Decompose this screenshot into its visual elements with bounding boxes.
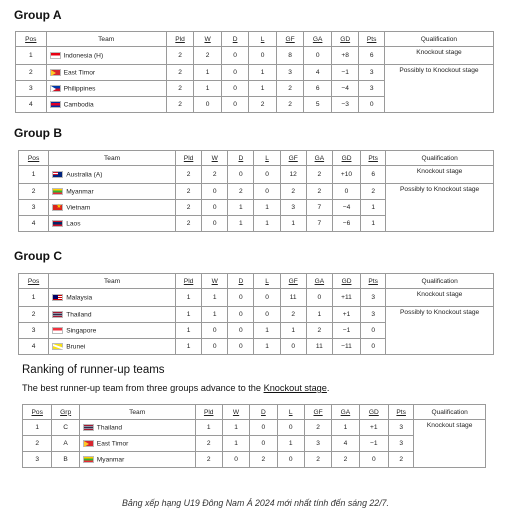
- pld-cell: 2: [175, 216, 201, 232]
- pld-cell: 2: [166, 65, 194, 81]
- pts-cell: 0: [361, 323, 386, 339]
- d-cell: 0: [221, 81, 249, 97]
- group-b-table: [18, 150, 494, 232]
- d-cell: 0: [228, 323, 254, 339]
- col-qualification: Qualification: [386, 274, 494, 289]
- flag-sg-icon: [52, 327, 63, 334]
- l-cell: 0: [254, 184, 280, 200]
- group-cell[interactable]: A: [52, 436, 79, 452]
- pld-cell: 1: [175, 339, 201, 355]
- col-team: Team: [46, 32, 166, 47]
- col-gd[interactable]: GD: [359, 405, 388, 420]
- col-l[interactable]: L: [277, 405, 304, 420]
- l-cell: 1: [249, 81, 277, 97]
- team-name-link[interactable]: Philippines: [63, 85, 96, 93]
- team-name-link[interactable]: Thailand: [66, 311, 92, 319]
- col-pld[interactable]: Pld: [175, 151, 201, 166]
- gf-cell: 2: [276, 81, 304, 97]
- team-cell: [79, 420, 195, 436]
- pts-cell: 6: [361, 166, 386, 184]
- gf-cell: 8: [276, 47, 304, 65]
- gd-cell: −4: [332, 200, 360, 216]
- group-c-title: Group C: [14, 249, 62, 263]
- team-cell: [46, 65, 166, 81]
- w-cell: 1: [202, 289, 228, 307]
- team-cell: [46, 81, 166, 97]
- col-gd[interactable]: GD: [332, 274, 360, 289]
- d-cell: 0: [228, 307, 254, 323]
- col-grp[interactable]: Grp: [52, 405, 79, 420]
- l-cell: 1: [249, 65, 277, 81]
- flag-th-icon: [52, 311, 63, 318]
- pld-cell: 2: [175, 200, 201, 216]
- gd-cell: 0: [359, 452, 388, 468]
- d-cell: 1: [228, 200, 254, 216]
- d-cell: 0: [221, 97, 249, 113]
- qualification-cell: Knockout stage: [386, 289, 494, 307]
- col-ga[interactable]: GA: [304, 32, 332, 47]
- col-ga[interactable]: GA: [306, 274, 332, 289]
- gd-cell: −1: [332, 323, 360, 339]
- l-cell: 0: [249, 47, 277, 65]
- team-cell: [49, 184, 176, 200]
- gf-cell: 11: [280, 289, 306, 307]
- d-cell: 0: [250, 420, 277, 436]
- qualification-cell: Knockout stage: [386, 166, 494, 184]
- qualification-cell: Possibly to Knockout stage: [384, 65, 493, 113]
- pld-cell: 1: [175, 307, 201, 323]
- ga-cell: 2: [332, 452, 359, 468]
- gf-cell: 2: [280, 307, 306, 323]
- col-team: Team: [49, 274, 176, 289]
- ga-cell: 5: [304, 97, 332, 113]
- col-gf[interactable]: GF: [276, 32, 304, 47]
- pts-cell: 0: [359, 97, 384, 113]
- team-name-link[interactable]: Indonesia (H): [63, 52, 104, 60]
- pld-cell: 2: [195, 436, 222, 452]
- flag-tl-icon: [83, 440, 94, 447]
- flag-ph-icon: [50, 85, 61, 92]
- gf-cell: 3: [280, 200, 306, 216]
- w-cell: 2: [194, 47, 222, 65]
- col-l[interactable]: L: [249, 32, 277, 47]
- gd-cell: −6: [332, 216, 360, 232]
- pts-cell: 3: [389, 420, 414, 436]
- l-cell: 1: [254, 323, 280, 339]
- team-name-link[interactable]: Myanmar: [66, 188, 94, 196]
- d-cell: 0: [228, 339, 254, 355]
- flag-th-icon: [83, 424, 94, 431]
- ga-cell: 4: [332, 436, 359, 452]
- group-b-title: Group B: [14, 126, 62, 140]
- w-cell: 1: [202, 307, 228, 323]
- col-team: Team: [79, 405, 195, 420]
- l-cell: 1: [254, 200, 280, 216]
- l-cell: 0: [254, 166, 280, 184]
- pts-cell: 1: [361, 200, 386, 216]
- col-gd[interactable]: GD: [332, 151, 360, 166]
- w-cell: 0: [202, 323, 228, 339]
- d-cell: 2: [250, 452, 277, 468]
- gf-cell: 3: [304, 436, 331, 452]
- flag-bn-icon: [52, 343, 63, 350]
- team-cell: [79, 436, 195, 452]
- pos-cell: 1: [23, 420, 52, 436]
- team-name-link[interactable]: East Timor: [63, 69, 96, 77]
- table-row: [19, 184, 494, 200]
- w-cell: 0: [202, 216, 228, 232]
- runnerup-heading: Ranking of runner-up teams: [22, 364, 165, 376]
- table-row: [19, 307, 494, 323]
- team-name-link[interactable]: Vietnam: [66, 204, 91, 212]
- pld-cell: 2: [175, 184, 201, 200]
- pld-cell: 1: [175, 323, 201, 339]
- gf-cell: 12: [280, 166, 306, 184]
- w-cell: 0: [202, 200, 228, 216]
- team-name-link[interactable]: Singapore: [66, 327, 97, 335]
- col-pos[interactable]: Pos: [19, 151, 49, 166]
- team-cell: [49, 323, 176, 339]
- ga-cell: 0: [304, 47, 332, 65]
- table-header-row: [23, 405, 486, 420]
- col-ga[interactable]: GA: [306, 151, 332, 166]
- gd-cell: −1: [359, 436, 388, 452]
- w-cell: 1: [222, 420, 249, 436]
- ga-cell: 7: [306, 200, 332, 216]
- ga-cell: 6: [304, 81, 332, 97]
- pos-cell: 1: [19, 289, 49, 307]
- team-cell: [46, 47, 166, 65]
- col-pts[interactable]: Pts: [361, 151, 386, 166]
- gf-cell: 2: [276, 97, 304, 113]
- team-name-link[interactable]: Malaysia: [66, 294, 93, 302]
- gd-cell: +11: [332, 289, 360, 307]
- table-row: [16, 65, 494, 81]
- ga-cell: 2: [306, 184, 332, 200]
- col-pld[interactable]: Pld: [195, 405, 222, 420]
- ga-cell: 1: [332, 420, 359, 436]
- ga-cell: 2: [306, 323, 332, 339]
- gf-cell: 1: [280, 216, 306, 232]
- col-qualification: Qualification: [386, 151, 494, 166]
- col-qualification: Qualification: [384, 32, 493, 47]
- l-cell: 1: [254, 339, 280, 355]
- ga-cell: 0: [306, 289, 332, 307]
- col-d[interactable]: D: [221, 32, 249, 47]
- d-cell: 0: [228, 166, 254, 184]
- col-team: Team: [49, 151, 176, 166]
- pld-cell: 1: [195, 420, 222, 436]
- gd-cell: −11: [332, 339, 360, 355]
- team-name-link[interactable]: East Timor: [96, 440, 129, 448]
- gf-cell: 1: [280, 323, 306, 339]
- pld-cell: 2: [166, 81, 194, 97]
- table-header-row: [16, 32, 494, 47]
- col-ga[interactable]: GA: [332, 405, 359, 420]
- flag-vn-icon: [52, 204, 63, 211]
- l-cell: 2: [249, 97, 277, 113]
- pts-cell: 6: [359, 47, 384, 65]
- gd-cell: 0: [332, 184, 360, 200]
- flag-id-icon: [50, 52, 61, 59]
- group-c-table: [18, 273, 494, 355]
- gd-cell: −1: [331, 65, 359, 81]
- pos-cell: 2: [19, 184, 49, 200]
- qualification-cell: Possibly to Knockout stage: [386, 184, 494, 232]
- group-a-title: Group A: [14, 8, 62, 22]
- ga-cell: 2: [306, 166, 332, 184]
- group-cell[interactable]: B: [52, 452, 79, 468]
- pos-cell: 1: [16, 47, 47, 65]
- pts-cell: 0: [361, 339, 386, 355]
- d-cell: 0: [250, 436, 277, 452]
- w-cell: 1: [194, 65, 222, 81]
- team-cell: [49, 339, 176, 355]
- col-w[interactable]: W: [202, 151, 228, 166]
- flag-kh-icon: [50, 101, 61, 108]
- w-cell: 0: [194, 97, 222, 113]
- pld-cell: 1: [175, 289, 201, 307]
- d-cell: 0: [221, 47, 249, 65]
- ga-cell: 1: [306, 307, 332, 323]
- pos-cell: 4: [16, 97, 47, 113]
- gd-cell: +1: [332, 307, 360, 323]
- pos-cell: 2: [16, 65, 47, 81]
- team-name-link[interactable]: Australia (A): [66, 171, 103, 179]
- d-cell: 2: [228, 184, 254, 200]
- pts-cell: 3: [359, 65, 384, 81]
- runnerup-note: [22, 383, 329, 393]
- col-pos[interactable]: Pos: [16, 32, 47, 47]
- w-cell: 1: [194, 81, 222, 97]
- col-l[interactable]: L: [254, 274, 280, 289]
- table-row: [23, 420, 486, 436]
- runnerup-table: [22, 404, 486, 468]
- knockout-stage-link[interactable]: Knockout stage: [263, 383, 327, 393]
- gf-cell: 2: [304, 420, 331, 436]
- l-cell: 0: [277, 420, 304, 436]
- col-d[interactable]: D: [250, 405, 277, 420]
- team-name-link[interactable]: Cambodia: [63, 101, 94, 109]
- group-cell[interactable]: C: [52, 420, 79, 436]
- w-cell: 0: [202, 184, 228, 200]
- col-pld[interactable]: Pld: [175, 274, 201, 289]
- qualification-cell: Possibly to Knockout stage: [386, 307, 494, 355]
- flag-mm-icon: [52, 188, 63, 195]
- flag-la-icon: [52, 220, 63, 227]
- group-a-table: [15, 31, 494, 113]
- flag-au-icon: [52, 171, 63, 178]
- flag-mm-icon: [83, 456, 94, 463]
- pld-cell: 2: [195, 452, 222, 468]
- pts-cell: 2: [361, 184, 386, 200]
- pts-cell: 3: [361, 307, 386, 323]
- table-header-row: [19, 274, 494, 289]
- l-cell: 0: [277, 452, 304, 468]
- pos-cell: 4: [19, 216, 49, 232]
- pos-cell: 2: [19, 307, 49, 323]
- l-cell: 0: [254, 307, 280, 323]
- w-cell: 0: [222, 452, 249, 468]
- flag-tl-icon: [50, 69, 61, 76]
- col-qualification: Qualification: [414, 405, 486, 420]
- l-cell: 1: [254, 216, 280, 232]
- team-cell: [49, 200, 176, 216]
- table-row: [19, 166, 494, 184]
- gf-cell: 0: [280, 339, 306, 355]
- d-cell: 1: [228, 216, 254, 232]
- col-l[interactable]: L: [254, 151, 280, 166]
- team-cell: [49, 166, 176, 184]
- gd-cell: +1: [359, 420, 388, 436]
- d-cell: 0: [221, 65, 249, 81]
- ga-cell: 7: [306, 216, 332, 232]
- l-cell: 1: [277, 436, 304, 452]
- flag-my-icon: [52, 294, 63, 301]
- col-pos[interactable]: Pos: [23, 405, 52, 420]
- pld-cell: 2: [166, 97, 194, 113]
- team-name-link[interactable]: Laos: [66, 220, 81, 228]
- pts-cell: 3: [361, 289, 386, 307]
- col-pts[interactable]: Pts: [389, 405, 414, 420]
- col-pld[interactable]: Pld: [166, 32, 194, 47]
- team-name-link[interactable]: Myanmar: [96, 456, 125, 464]
- l-cell: 0: [254, 289, 280, 307]
- pos-cell: 3: [16, 81, 47, 97]
- team-name-link[interactable]: Brunei: [66, 343, 86, 351]
- col-d[interactable]: D: [228, 151, 254, 166]
- team-cell: [49, 289, 176, 307]
- pld-cell: 2: [166, 47, 194, 65]
- d-cell: 0: [228, 289, 254, 307]
- pos-cell: 1: [19, 166, 49, 184]
- gd-cell: +8: [331, 47, 359, 65]
- pos-cell: 3: [23, 452, 52, 468]
- w-cell: 2: [202, 166, 228, 184]
- gf-cell: 3: [276, 65, 304, 81]
- col-gf[interactable]: GF: [280, 151, 306, 166]
- table-row: [19, 289, 494, 307]
- ga-cell: 11: [306, 339, 332, 355]
- qualification-cell: Knockout stage: [384, 47, 493, 65]
- col-w[interactable]: W: [202, 274, 228, 289]
- gd-cell: −4: [331, 81, 359, 97]
- w-cell: 1: [222, 436, 249, 452]
- ga-cell: 4: [304, 65, 332, 81]
- runnerup-note-suffix: .: [326, 383, 330, 393]
- col-pos[interactable]: Pos: [19, 274, 49, 289]
- col-gf[interactable]: GF: [304, 405, 331, 420]
- gd-cell: −3: [331, 97, 359, 113]
- gf-cell: 2: [280, 184, 306, 200]
- team-cell: [49, 307, 176, 323]
- gd-cell: +10: [332, 166, 360, 184]
- pos-cell: 3: [19, 323, 49, 339]
- team-cell: [49, 216, 176, 232]
- w-cell: 0: [202, 339, 228, 355]
- team-cell: [46, 97, 166, 113]
- pts-cell: 3: [389, 436, 414, 452]
- team-cell: [79, 452, 195, 468]
- runnerup-note-text: The best runner-up team from three groups advance to the: [22, 383, 264, 393]
- pts-cell: 1: [361, 216, 386, 232]
- table-row: [16, 47, 494, 65]
- gf-cell: 2: [304, 452, 331, 468]
- qualification-cell: Knockout stage: [414, 420, 486, 468]
- col-pts[interactable]: Pts: [361, 274, 386, 289]
- table-header-row: [19, 151, 494, 166]
- pos-cell: 2: [23, 436, 52, 452]
- col-gf[interactable]: GF: [280, 274, 306, 289]
- pts-cell: 3: [359, 81, 384, 97]
- team-name-link[interactable]: Thailand: [96, 424, 123, 432]
- col-w[interactable]: W: [194, 32, 222, 47]
- pld-cell: 2: [175, 166, 201, 184]
- pos-cell: 4: [19, 339, 49, 355]
- col-w[interactable]: W: [222, 405, 249, 420]
- pos-cell: 3: [19, 200, 49, 216]
- col-pts[interactable]: Pts: [359, 32, 384, 47]
- image-caption: Bảng xếp hạng U19 Đông Nam Á 2024 mới nhất tính đến sáng 22/7.: [122, 498, 389, 508]
- col-d[interactable]: D: [228, 274, 254, 289]
- col-gd[interactable]: GD: [331, 32, 359, 47]
- pts-cell: 2: [389, 452, 414, 468]
